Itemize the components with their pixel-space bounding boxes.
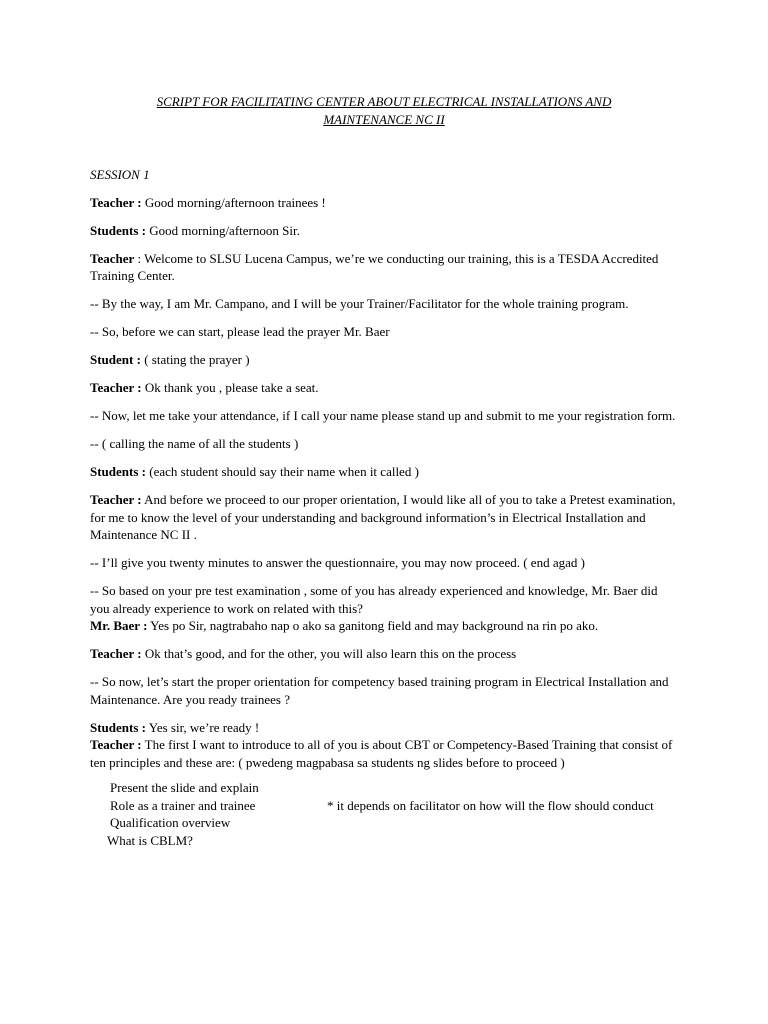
agenda-list <box>90 779 680 849</box>
list-item <box>90 797 680 815</box>
line-text: Yes sir, we’re ready ! <box>146 719 260 735</box>
script-line <box>90 736 680 771</box>
line-text: -- Now, let me take your attendance, if I call your name please stand up and submit to me your registration form. <box>90 408 676 423</box>
line-text: (each student should say their name when it called ) <box>146 464 419 479</box>
title-line-1: SCRIPT FOR FACILITATING CENTER ABOUT ELECTRICAL INSTALLATIONS AND <box>156 94 612 109</box>
speaker-label: Teacher : <box>90 380 142 395</box>
line-text: Ok that’s good, and for the other, you will also learn this on the process <box>141 646 517 661</box>
speaker-label: Teacher : <box>90 737 142 752</box>
speaker-label: Students : <box>90 222 146 238</box>
line-text: -- So now, let’s start the proper orientation for competency based training program in Electrical Installation and Maintenance. Are you ready trainees ? <box>90 674 669 707</box>
script-line <box>90 645 680 663</box>
script-line <box>90 582 680 617</box>
speaker-label: Student : <box>90 352 141 367</box>
speaker-label: Teacher : <box>90 194 142 210</box>
script-line <box>90 194 680 212</box>
line-text: Good morning/afternoon trainees ! <box>141 194 326 210</box>
document-title <box>0 93 768 129</box>
line-text: Yes po Sir, nagtrabaho nap o ako sa ganitong field and may background na rin po ako. <box>147 618 599 633</box>
script-body <box>90 166 680 849</box>
speaker-label: Teacher <box>90 250 135 266</box>
line-text: -- So, before we can start, please lead the prayer Mr. Baer <box>90 324 390 339</box>
script-line <box>90 554 680 572</box>
line-text: -- ( calling the name of all the students ) <box>90 436 299 451</box>
script-line <box>90 719 680 737</box>
list-item: Present the slide and explain <box>110 780 259 795</box>
script-line <box>90 323 680 341</box>
list-item: Qualification overview <box>110 815 231 830</box>
line-text: Good morning/afternoon Sir. <box>146 222 300 238</box>
script-line <box>90 222 680 240</box>
script-line <box>90 491 680 544</box>
session-heading: SESSION 1 <box>90 167 150 182</box>
title-line-2: MAINTENANCE NC II <box>323 112 445 127</box>
line-text: Ok thank you , please take a seat. <box>141 380 319 395</box>
line-text: -- I’ll give you twenty minutes to answer the questionnaire, you may now proceed. ( end agad ) <box>90 555 585 570</box>
line-text: And before we proceed to our proper orientation, I would like all of you to take a Pretest examination, for me to know the level of your understanding and background information’s in Electrical Installation and Maintenance NC II . <box>90 492 676 542</box>
speaker-label: Students : <box>90 464 146 479</box>
script-line <box>90 295 680 313</box>
line-text: -- So based on your pre test examination , some of you has already experienced and knowledge, Mr. Baer did you already experience to work on related with this? <box>90 583 658 616</box>
facilitator-note: * it depends on facilitator on how will the flow should conduct <box>327 797 654 813</box>
list-item-text: Role as a trainer and trainee <box>110 797 256 813</box>
script-line <box>90 617 680 635</box>
line-text: -- By the way, I am Mr. Campano, and I will be your Trainer/Facilitator for the whole training program. <box>90 296 629 311</box>
speaker-label: Teacher : <box>90 646 142 661</box>
line-text: : Welcome to SLSU Lucena Campus, we’re we conducting our training, this is a TESDA Accredited Training Center. <box>90 250 659 283</box>
line-text: The first I want to introduce to all of you is about CBT or Competency-Based Training that consist of ten principles and these are: ( pwedeng magpabasa sa students ng slides before to proceed ) <box>90 737 673 770</box>
list-item: What is CBLM? <box>107 832 193 848</box>
speaker-label: Mr. Baer : <box>90 618 148 633</box>
script-line <box>90 250 680 285</box>
script-line <box>90 463 680 481</box>
script-line <box>90 351 680 369</box>
script-line <box>90 435 680 453</box>
speaker-label: Students : <box>90 719 146 735</box>
script-line <box>90 407 680 425</box>
speaker-label: Teacher : <box>90 492 142 507</box>
line-text: ( stating the prayer ) <box>140 352 250 367</box>
script-line <box>90 379 680 397</box>
script-line <box>90 673 680 708</box>
